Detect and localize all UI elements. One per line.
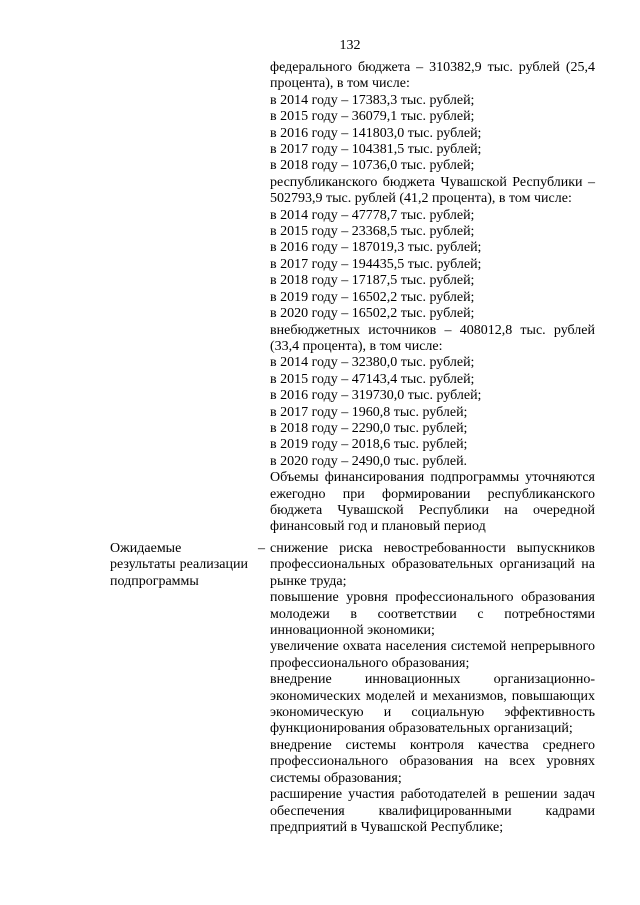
label-dash: – [258,541,265,556]
extra-year-line: в 2018 году – 2290,0 тыс. рублей; [270,420,468,436]
page-number: 132 [339,38,361,53]
republic-year-line: в 2015 году – 23368,5 тыс. рублей; [270,224,475,240]
result-item: внедрение системы контроля качества среднего профессионального образования на всех уровнях системы образования; [270,737,595,786]
republic-year-line: в 2020 году – 16502,2 тыс. рублей; [270,306,475,322]
results-label: Ожидаемые результаты реализации подпрограммы [110,541,248,589]
result-item: повышение уровня профессионального образования молодежи в соответствии с потребностями инновационной экономики; [270,590,595,639]
result-item: снижение риска невостребованности выпускников профессиональных образовательных организаций на рынке труда; [270,541,595,589]
federal-year-line: в 2016 году – 141803,0 тыс. рублей; [270,125,482,141]
republic-year-line: в 2016 году – 187019,3 тыс. рублей; [270,240,482,256]
extra-year-line: в 2019 году – 2018,6 тыс. рублей; [270,437,468,453]
republic-year-line: в 2014 году – 47778,7 тыс. рублей; [270,207,475,223]
result-item: внедрение инновационных организационно-экономических моделей и механизмов, повышающих экономическую и социальную эффективность функционирования образовательных организаций; [270,672,595,737]
federal-year-line: в 2014 году – 17383,3 тыс. рублей; [270,92,475,108]
results-label-cell [110,541,267,590]
republic-budget-intro: республиканского бюджета Чувашской Республики – 502793,9 тыс. рублей (41,2 процента), в том числе: [270,174,595,207]
extra-year-line: в 2017 году – 1960,8 тыс. рублей; [270,404,468,420]
result-item: увеличение охвата населения системой непрерывного профессионального образования; [270,639,595,671]
result-item: расширение участия работодателей в решении задач обеспечения квалифицированными кадрами предприятий в Чувашской Республике; [270,787,595,835]
financing-note: Объемы финансирования подпрограммы уточняются ежегодно при формировании республиканского бюджета Чувашской Республики на очередной финансовый год и плановый период [270,470,595,535]
extra-year-line: в 2016 году – 319730,0 тыс. рублей; [270,388,482,404]
federal-budget-intro: федерального бюджета – 310382,9 тыс. рублей (25,4 процента), в том числе: [270,60,595,92]
republic-year-line: в 2019 году – 16502,2 тыс. рублей; [270,289,475,305]
federal-year-line: в 2015 году – 36079,1 тыс. рублей; [270,109,475,125]
extrabudget-intro: внебюджетных источников – 408012,8 тыс. рублей (33,4 процента), в том числе: [270,322,595,354]
extra-year-line: в 2020 году – 2490,0 тыс. рублей. [270,453,468,469]
results-list [270,541,595,836]
republic-year-line: в 2018 году – 17187,5 тыс. рублей; [270,273,475,289]
republic-year-line: в 2017 году – 194435,5 тыс. рублей; [270,256,482,272]
federal-year-line: в 2017 году – 104381,5 тыс. рублей; [270,142,482,158]
financing-section [270,60,595,536]
extra-year-line: в 2015 году – 47143,4 тыс. рублей; [270,371,475,387]
federal-year-line: в 2018 году – 10736,0 тыс. рублей; [270,158,475,174]
extra-year-line: в 2014 году – 32380,0 тыс. рублей; [270,355,475,371]
